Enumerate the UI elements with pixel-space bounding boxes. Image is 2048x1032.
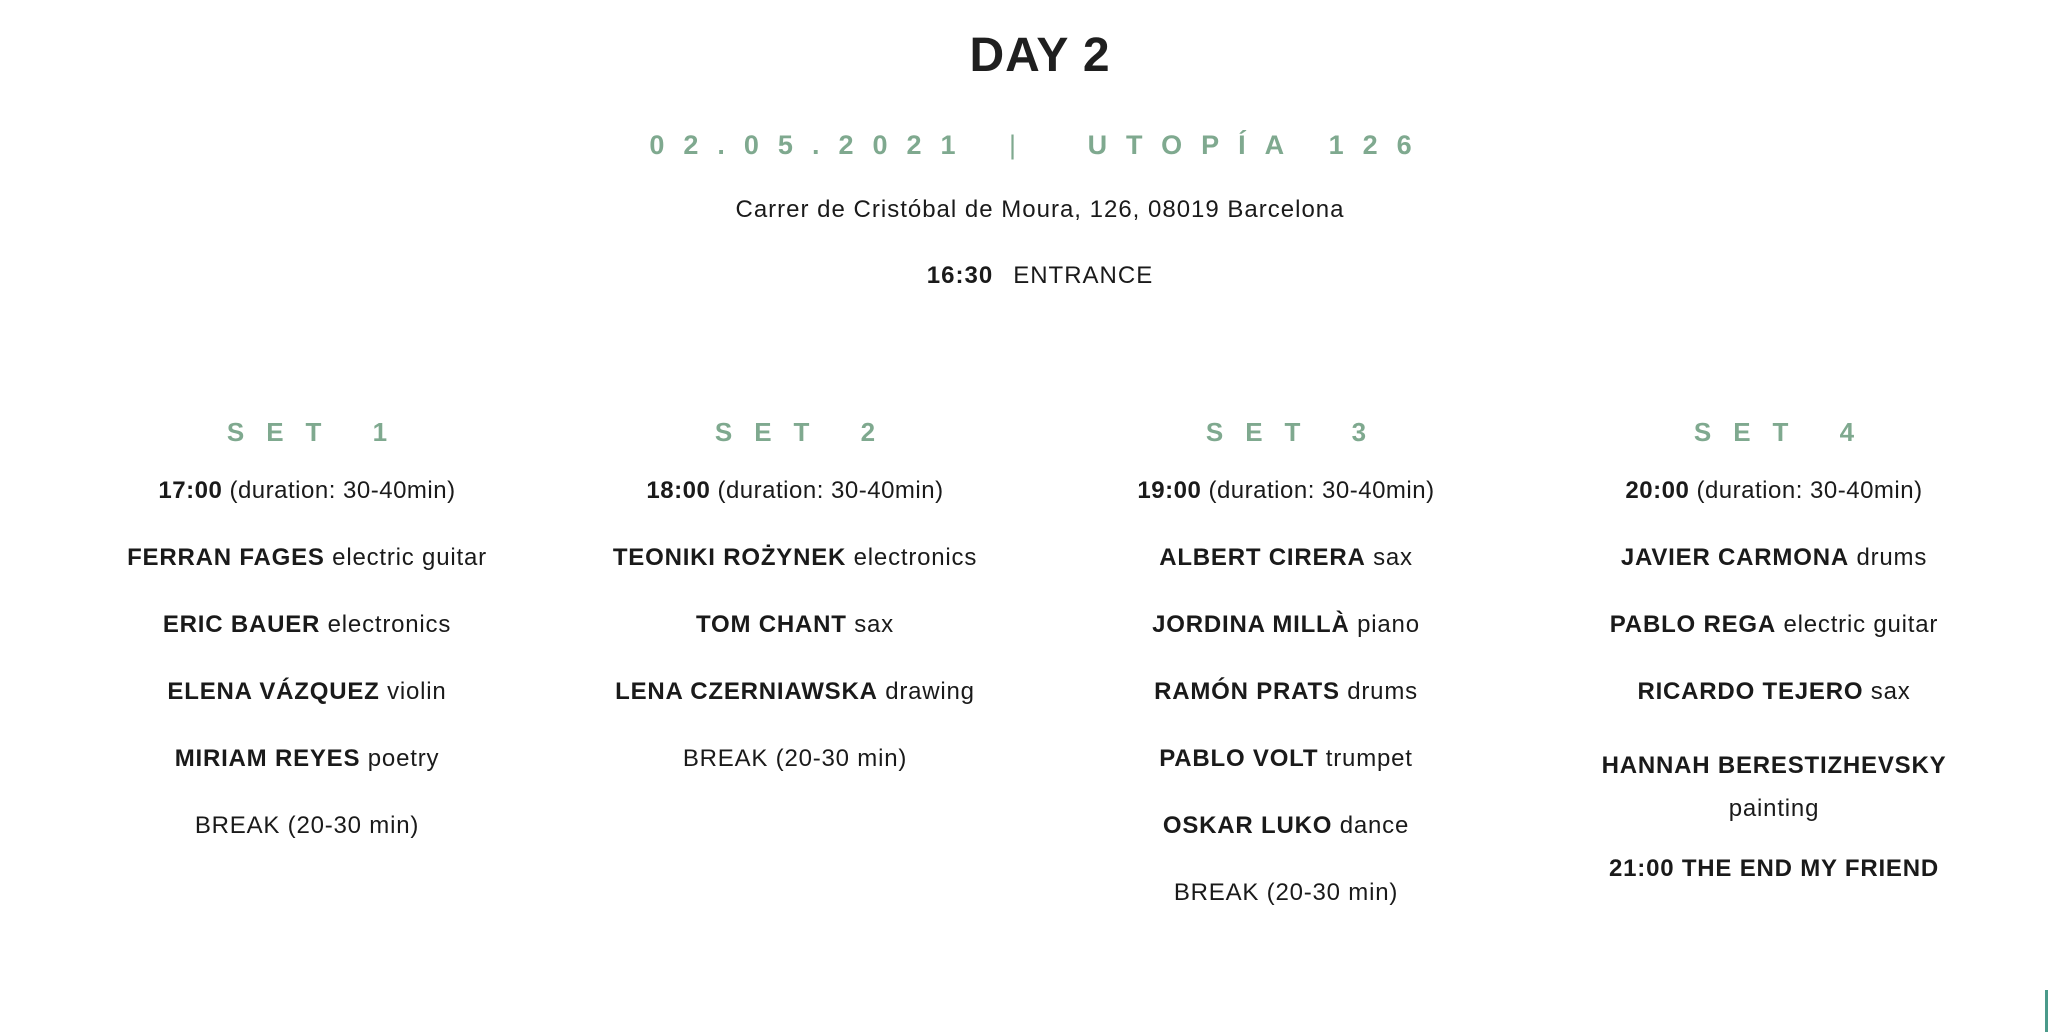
performer-name: ALBERT CIRERA: [1159, 544, 1366, 571]
performer: [67, 610, 547, 640]
set-duration: (duration: 30-40min): [1208, 477, 1435, 504]
performer-name: ERIC BAUER: [162, 611, 321, 638]
set-column-1: [67, 412, 547, 841]
performer-role: poetry: [367, 745, 440, 772]
performer-role: electronics: [853, 544, 978, 571]
set-start-time: 20:00: [1625, 477, 1690, 504]
venue-address: Carrer de Cristóbal de Moura, 126, 08019 Barcelona: [735, 196, 1345, 223]
performer-name: ELENA VÁZQUEZ: [167, 678, 380, 705]
set-title: SET 1: [226, 417, 410, 447]
entrance-label: ENTRANCE: [1013, 262, 1154, 289]
set-duration: (duration: 30-40min): [229, 477, 456, 504]
performer-name: MIRIAM REYES: [174, 745, 361, 772]
performer-role: sax: [854, 611, 894, 638]
set-start-time: 18:00: [646, 477, 711, 504]
performer-name: RAMÓN PRATS: [1154, 678, 1340, 705]
performer-name: JAVIER CARMONA: [1620, 544, 1849, 571]
performer: [67, 744, 547, 774]
set-time-line: [67, 476, 547, 506]
date-venue-line: [0, 130, 2048, 161]
performer-name: RICARDO TEJERO: [1637, 678, 1864, 705]
performer-role: drawing: [885, 678, 975, 705]
performer-role: electronics: [327, 611, 452, 638]
set-start-time: 17:00: [158, 477, 223, 504]
performer: [1046, 543, 1526, 573]
performer-role: painting: [1728, 795, 1820, 822]
performer-name: PABLO VOLT: [1159, 745, 1319, 772]
performer-role: electric guitar: [332, 544, 487, 571]
sets-grid: [0, 412, 2048, 972]
event-date: 02.05.2021: [649, 130, 975, 160]
set-column-2: [555, 412, 1035, 774]
set-duration: (duration: 30-40min): [717, 477, 944, 504]
set-column-3: [1046, 412, 1526, 908]
performer: [1534, 744, 2014, 830]
performer-role: drums: [1856, 544, 1928, 571]
performer: [67, 543, 547, 573]
set-duration: (duration: 30-40min): [1696, 477, 1923, 504]
performer-role: drums: [1347, 678, 1418, 705]
performer-name: LENA CZERNIAWSKA: [615, 678, 878, 705]
day-title: DAY 2: [969, 29, 1111, 82]
performer-role: piano: [1357, 611, 1420, 638]
set-title: SET 2: [714, 417, 898, 447]
set-column-4: [1534, 412, 2014, 884]
performer: [67, 677, 547, 707]
performer: [555, 610, 1035, 640]
entrance-line: [0, 262, 2048, 290]
venue-name: UTOPÍA 126: [1087, 130, 1431, 160]
set-title: SET 4: [1693, 417, 1877, 447]
end-line: 21:00 THE END MY FRIEND: [1608, 855, 1940, 882]
performer-role: violin: [387, 678, 447, 705]
break-line: BREAK (20-30 min): [1173, 879, 1399, 906]
performer-name: HANNAH BERESTIZHEVSKY: [1601, 752, 1947, 779]
performer: [1534, 610, 2014, 640]
performer-name: FERRAN FAGES: [127, 544, 325, 571]
performer-role: sax: [1870, 678, 1911, 705]
performer: [1046, 677, 1526, 707]
performer-name: PABLO REGA: [1609, 611, 1777, 638]
performer-name: TEONIKI ROŻYNEK: [612, 544, 847, 571]
break-line: BREAK (20-30 min): [682, 745, 908, 772]
break-line: BREAK (20-30 min): [194, 812, 420, 839]
set-time-line: [1534, 476, 2014, 506]
performer: [1534, 543, 2014, 573]
entrance-time: 16:30: [926, 262, 994, 289]
performer-role: electric guitar: [1783, 611, 1939, 638]
performer: [1534, 677, 2014, 707]
date-venue-separator: |: [1009, 130, 1036, 160]
performer: [1046, 744, 1526, 774]
performer: [1046, 811, 1526, 841]
performer: [555, 677, 1035, 707]
set-title: SET 3: [1205, 417, 1389, 447]
performer-role: sax: [1373, 544, 1413, 571]
set-time-line: [1046, 476, 1526, 506]
performer: [1046, 610, 1526, 640]
performer: [555, 543, 1035, 573]
performer-name: JORDINA MILLÀ: [1152, 611, 1350, 638]
set-start-time: 19:00: [1137, 477, 1202, 504]
performer-name: OSKAR LUKO: [1162, 812, 1333, 839]
performer-role: dance: [1339, 812, 1410, 839]
performer-role: trumpet: [1325, 745, 1413, 772]
set-time-line: [555, 476, 1035, 506]
performer-name: TOM CHANT: [696, 611, 847, 638]
